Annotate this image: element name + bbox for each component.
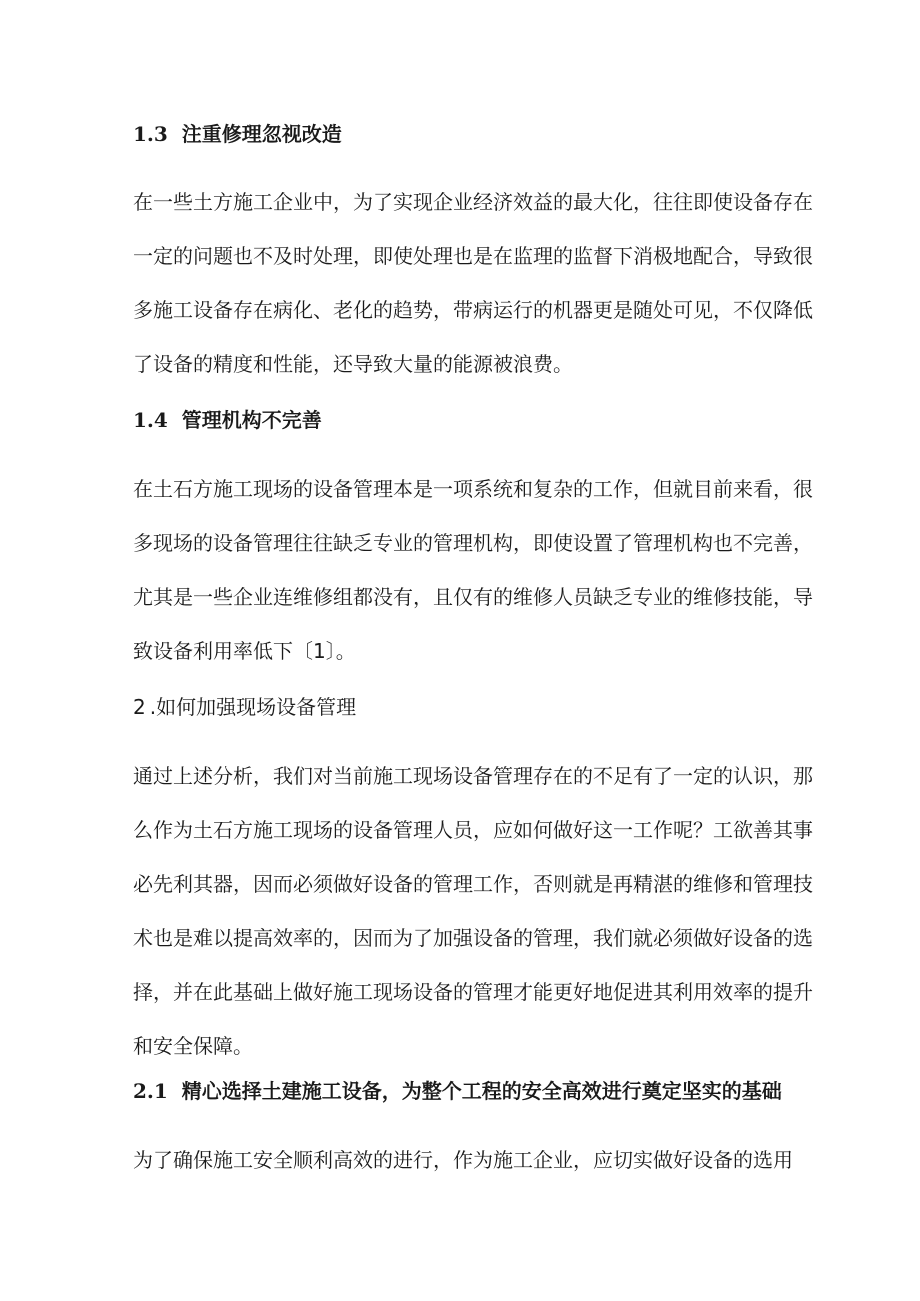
section-title: 精心选择土建施工设备，为整个工程的安全高效进行奠定坚实的基础 bbox=[181, 1079, 782, 1103]
section-heading-2 bbox=[133, 697, 356, 717]
section-number: 1.4 bbox=[133, 408, 168, 432]
section-paragraph-2-1: 为了确保施工安全顺利高效的进行，作为施工企业，应切实做好设备的选用 bbox=[133, 1148, 793, 1172]
section-number: 2.1 bbox=[133, 1079, 168, 1103]
section-paragraph-1-4: 在土石方施工现场的设备管理本是一项系统和复杂的工作，但就目前来看，很多现场的设备管理往往缺乏专业的管理机构，即使设置了管理机构也不完善，尤其是一些企业连维修组都没有，且仅有的维修人员缺乏专业的维修技能，导致设备利用率低下〔1〕。 bbox=[133, 477, 813, 663]
section-paragraph-1-3: 在一些土方施工企业中，为了实现企业经济效益的最大化，往往即使设备存在一定的问题也不及时处理，即使处理也是在监理的监督下消极地配合，导致很多施工设备存在病化、老化的趋势，带病运行的机器更是随处可见，不仅降低了设备的精度和性能，还导致大量的能源被浪费。 bbox=[133, 190, 813, 376]
section-heading-1-4 bbox=[133, 410, 322, 430]
section-number: 2 bbox=[133, 695, 146, 719]
section-heading-2-1 bbox=[133, 1081, 782, 1101]
section-title: .如何加强现场设备管理 bbox=[149, 695, 357, 719]
section-number: 1.3 bbox=[133, 122, 168, 146]
section-title: 管理机构不完善 bbox=[181, 408, 322, 432]
section-paragraph-2: 通过上述分析，我们对当前施工现场设备管理存在的不足有了一定的认识，那么作为土石方施工现场的设备管理人员，应如何做好这一工作呢？工欲善其事必先利其器，因而必须做好设备的管理工作，否则就是再精湛的维修和管理技术也是难以提高效率的，因而为了加强设备的管理，我们就必须做好设备的选择，并在此基础上做好施工现场设备的管理才能更好地促进其利用效率的提升和安全保障。 bbox=[133, 764, 813, 1058]
section-title: 注重修理忽视改造 bbox=[181, 122, 342, 146]
section-heading-1-3 bbox=[133, 124, 342, 144]
